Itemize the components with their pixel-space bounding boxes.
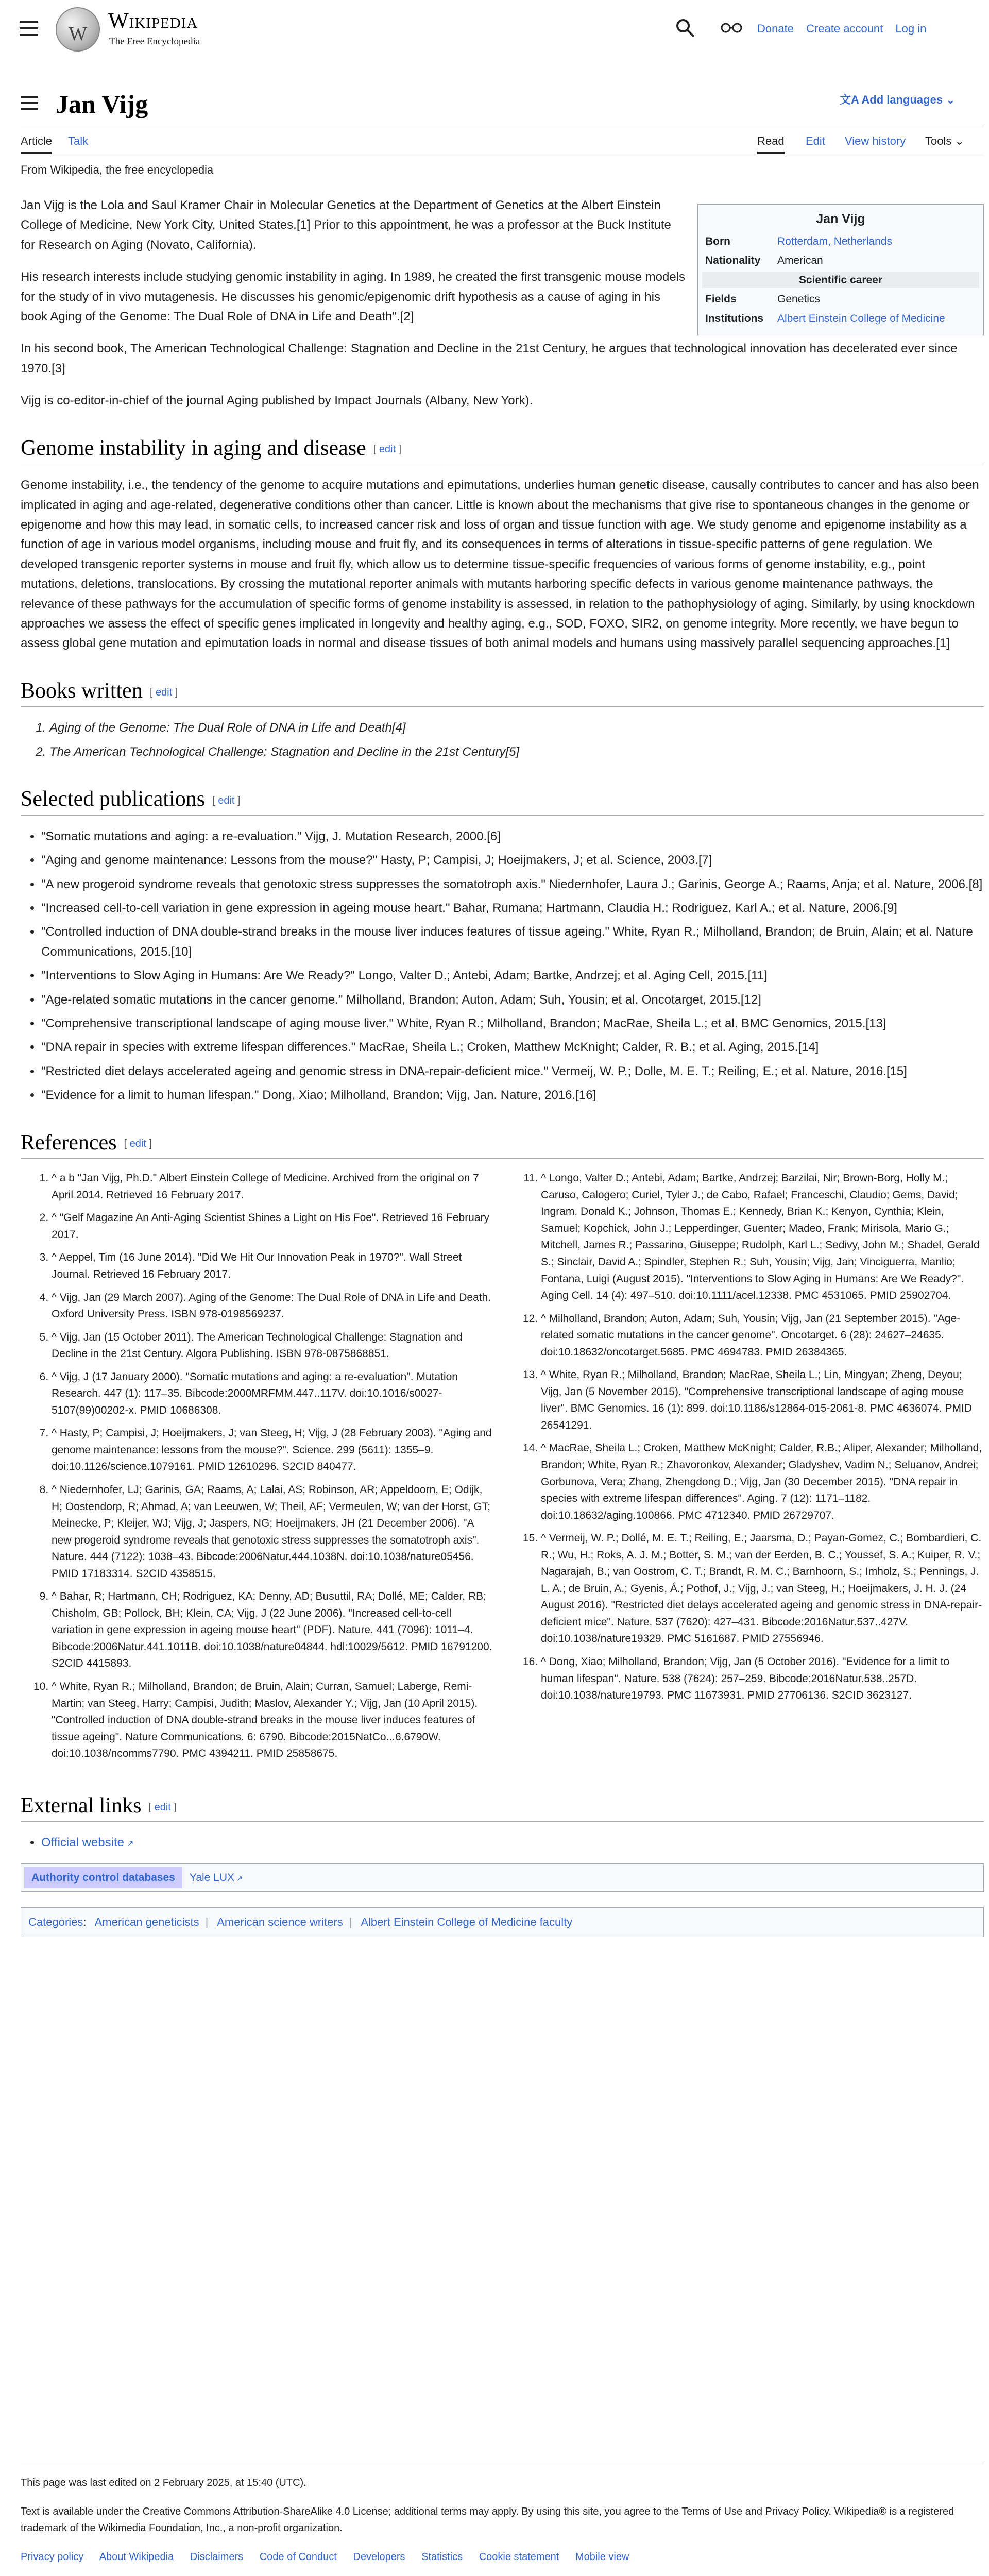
chevron-down-icon: ⌄: [951, 134, 964, 147]
intro-paragraph-4: Vijg is co-editor-in-chief of the journal Aging published by Impact Journals (Albany, New York).: [21, 394, 533, 408]
books-title: Books written: [21, 679, 143, 703]
infobox-nationality-value: American: [777, 255, 823, 266]
create-account-link[interactable]: Create account: [806, 22, 883, 35]
genome-paragraph: Genome instability, i.e., the tendency of the genome to acquire mutations and epimutations, underlies human genetic disease, causally contributes to cancer and has also been implicated in aging and age-related, degenerative conditions other than cancer. Little is known about the mechanisms that give rise to spontaneous changes in the genome or epigenome and how this may lead, in somatic cells, to increased cancer risk and loss of organ and tissue function with age. We study genome and epigenome instability as a function of age in various model organisms, including mouse and fruit fly, and its consequences in terms of alterations in tissue-specific patterns of gene regulation. We developed transgenic reporter systems in mouse and fruit fly, which allow us to determine tissue-specific frequencies of various forms of genome instability, e.g., point mutations, deletions, translocations. By crossing the mutational reporter animals with mutants harboring specific defects in various genome maintenance pathways, the relevance of these pathways for the accumulation of specific forms of genome instability is assessed, in relation to the pathophysiology of aging. Similarly, by using knockdown approaches we assess the effect of specific genes implicated in longevity and healthy aging, e.g., SOD, FOXO, SIR2, on genome integrity. More recently, we have begun to assess global gene mutation and epimutation loads in normal and disease tissues of both animal models and humans using massively parallel sequencing approaches.[1]: [21, 478, 979, 651]
reference-item: 5. ^ Vijg, Jan (15 October 2011). The American Technological Challenge: Stagnation and Decline in the 21st Century. Algora Publishing. ISBN 978-0875868851.: [52, 1329, 494, 1363]
logo-wordmark[interactable]: Wikipedia: [108, 9, 198, 33]
tab-view-history[interactable]: View history: [845, 134, 906, 147]
reference-item: 11. ^ Longo, Valter D.; Antebi, Adam; Bartke, Andrzej; Barzilai, Nir; Brown-Borg, Holly M.; Caruso, Calogero; Curiel, Tyler J.; de Cabo, Rafael; Franceschi, Claudio; Gems, David; Ingram, Donald K.; Johnson, Thomas E.; Kennedy, Brian K.; Kenyon, Cynthia; Klein, Samuel; Kopchick, John J.; Lepperdinger, Guenter; Madeo, Frank; Mirisola, Mario G.; Mitchell, James R.; Passarino, Giuseppe; Rudolph, Karl L.; Sedivy, John M.; Shadel, Gerald S.; Sinclair, David A.; Spindler, Stephen R.; Suh, Yousin; Vijg, Jan; Vinciguerra, Manlio; Fontana, Luigi (August 2015). "Interventions to Slow Aging in Humans: Are We Ready?". Aging Cell. 14 (4): 497–510. doi:10.1111/acel.12338. PMC 4531065. PMID 25902704.: [541, 1170, 984, 1304]
infobox-born-value[interactable]: Rotterdam, Netherlands: [777, 235, 892, 247]
list-item: 2. The American Technological Challenge: Stagnation and Decline in the 21st Century[5]: [49, 742, 984, 762]
references-list: [21, 1170, 984, 1769]
ext-title: External links: [21, 1793, 142, 1818]
list-item: • "Comprehensive transcriptional landscape of aging mouse liver." White, Ryan R.; Milholland, Brandon; MacRae, Sheila L.; et al. BMC Genomics, 2015.[13]: [41, 1014, 984, 1033]
infobox-career-header: Scientific career: [702, 272, 979, 289]
reference-item: 1. ^ a b "Jan Vijg, Ph.D." Albert Einstein College of Medicine. Archived from the original on 7 April 2014. Retrieved 16 February 2017.: [52, 1170, 494, 1204]
edit-section-link[interactable]: [ edit ]: [124, 1138, 152, 1150]
section-heading-external-links: [21, 1791, 984, 1822]
list-item: • "DNA repair in species with extreme lifespan differences." MacRae, Sheila L.; Croken, Matthew McKnight; Calder, R. B.; et al. Aging, 2015.[14]: [41, 1038, 984, 1057]
tab-talk[interactable]: Talk: [68, 134, 89, 147]
intro-paragraph-2: His research interests include studying genomic instability in aging. In 1989, he created the first transgenic mouse models for the study of in vivo mutagenesis. He discusses his genomic/epigenomic drift hypothesis as a cause of aging in his book Aging of the Genome: The Dual Role of DNA in Life and Death".[2]: [21, 270, 686, 324]
authority-control-label[interactable]: Authority control databases: [24, 1867, 182, 1889]
reference-item: 6. ^ Vijg, J (17 January 2000). "Somatic mutations and aging: a re-evaluation". Mutation Research. 447 (1): 117–35. Bibcode:2000MRFMM.447..117V. doi:10.1016/s0027-5107(99)00202-x. PMID 10686308.: [52, 1369, 494, 1419]
official-website-link[interactable]: Official website ↗: [41, 1836, 134, 1850]
categories-label[interactable]: Categories: [28, 1916, 83, 1929]
list-item: • "Evidence for a limit to human lifespan." Dong, Xiao; Milholland, Brandon; Vijg, Jan. Nature, 2016.[16]: [41, 1086, 984, 1105]
reference-item: 16. ^ Dong, Xiao; Milholland, Brandon; Vijg, Jan (5 October 2016). "Evidence for a limit to human lifespan". Nature. 538 (7624): 257–259. Bibcode:2016Natur.538..257D. doi:10.1038/nature19793. PMC 11673931. PMID 27706136. S2CID 3623127.: [541, 1654, 984, 1704]
yale-lux-link[interactable]: Yale LUX ↗: [190, 1869, 243, 1887]
edit-label[interactable]: edit: [218, 795, 235, 807]
tab-tools[interactable]: [925, 132, 964, 150]
edit-section-link[interactable]: [ edit ]: [212, 795, 241, 807]
page-tabs: [21, 129, 984, 155]
last-edited: This page was last edited on 2 February 2025, at 15:40 (UTC).: [21, 2477, 306, 2488]
footer-link[interactable]: Code of Conduct: [259, 2551, 337, 2563]
wikipedia-globe-icon[interactable]: [56, 7, 100, 52]
footer-link[interactable]: About Wikipedia: [99, 2551, 174, 2563]
translate-icon: 文A: [840, 93, 862, 106]
authority-control: [21, 1863, 984, 1892]
appearance-icon[interactable]: [720, 19, 743, 37]
footer-link[interactable]: Developers: [353, 2551, 405, 2563]
list-item: • "Somatic mutations and aging: a re-evaluation." Vijg, J. Mutation Research, 2000.[6]: [41, 827, 984, 846]
category-link[interactable]: American geneticists: [94, 1916, 199, 1929]
tab-edit[interactable]: Edit: [806, 134, 825, 147]
infobox-fields-value: Genetics: [777, 293, 820, 305]
site-subtitle: From Wikipedia, the free encyclopedia: [21, 163, 214, 176]
reference-item: 13. ^ White, Ryan R.; Milholland, Brandon; MacRae, Sheila L.; Lin, Mingyan; Zheng, Deyou; Vijg, Jan (5 November 2015). "Comprehensive transcriptional landscape of aging mouse liver". BMC Genomics. 16 (1): 899. doi:10.1186/s12864-015-2061-8. PMC 4636074. PMID 26541291.: [541, 1367, 984, 1434]
list-item: • "A new progeroid syndrome reveals that genotoxic stress suppresses the somatotroph axis." Niedernhofer, Laura J.; Garinis, George A.; Raams, Anja; et al. Nature, 2006.[8]: [41, 875, 984, 894]
log-in-link[interactable]: Log in: [895, 22, 927, 35]
logo-tagline: The Free Encyclopedia: [109, 36, 200, 47]
edit-label[interactable]: edit: [154, 1801, 171, 1813]
title-row: [0, 76, 989, 126]
intro-paragraph-1: Jan Vijg is the Lola and Saul Kramer Chair in Molecular Genetics at the Department of Genetics at the Albert Einstein College of Medicine, New York City, United States.[1] Prior to this appointment, he was a professor at the Buck Institute for Research on Aging (Novato, California).: [21, 198, 671, 252]
refs-title: References: [21, 1130, 117, 1155]
tab-article[interactable]: Article: [21, 132, 52, 154]
donate-link[interactable]: Donate: [757, 22, 794, 35]
tools-label: Tools: [925, 134, 952, 147]
reference-item: 7. ^ Hasty, P; Campisi, J; Hoeijmakers, J; van Steeg, H; Vijg, J (28 February 2003). "Aging and genome maintenance: lessons from the mouse?". Science. 299 (5611): 1355–9. doi:10.1126/science.1079161. PMID 12610296. S2CID 840477.: [52, 1425, 494, 1476]
edit-section-link[interactable]: [ edit ]: [149, 686, 178, 698]
list-item: • "Interventions to Slow Aging in Humans: Are We Ready?" Longo, Valter D.; Antebi, Adam; Bartke, Andrzej; et al. Aging Cell, 2015.[11]: [41, 966, 984, 986]
pubs-title: Selected publications: [21, 787, 206, 811]
books-list: [49, 718, 984, 762]
infobox-born-label: Born: [705, 235, 730, 247]
infobox-nationality-label: Nationality: [705, 255, 761, 266]
reference-item: 10. ^ White, Ryan R.; Milholland, Brandon; de Bruin, Alain; Curran, Samuel; Laberge, Remi-Martin; van Steeg, Harry; Campisi, Judith; Maslov, Alexander Y.; Vijg, Jan (10 April 2015). "Controlled induction of DNA double-strand breaks in the mouse liver induces features of tissue ageing". Nature Communications. 6: 6790. Bibcode:2015NatCo...6.6790W. doi:10.1038/ncomms7790. PMC 4394211. PMID 25858675.: [52, 1679, 494, 1762]
list-item: • "Increased cell-to-cell variation in gene expression in ageing mouse heart." Bahar, Rumana; Hartmann, Claudia H.; Rodriguez, Karl A.; et al. Nature, 2006.[9]: [41, 899, 984, 918]
main-menu-icon[interactable]: [20, 21, 38, 36]
edit-label[interactable]: edit: [379, 444, 396, 455]
chevron-down-icon: ⌄: [943, 93, 956, 106]
reference-item: 9. ^ Bahar, R; Hartmann, CH; Rodriguez, KA; Denny, AD; Busuttil, RA; Dollé, ME; Calder, RB; Chisholm, GB; Pollock, BH; Klein, CA; Vijg, J (22 June 2006). "Increased cell-to-cell variation in gene expression in ageing mouse heart" (PDF). Nature. 441 (7096): 1011–4. Bibcode:2006Natur.441.1011B. doi:10.1038/nature04844. hdl:10029/5612. PMID 16791200. S2CID 4415893.: [52, 1588, 494, 1672]
infobox-fields-label: Fields: [705, 293, 737, 305]
list-item: • "Controlled induction of DNA double-strand breaks in the mouse liver induces features of tissue ageing." White, Ryan R.; Milholland, Brandon; de Bruin, Alain; et al. Nature Communications, 2015.[10]: [41, 922, 984, 962]
infobox-title: Jan Vijg: [816, 212, 865, 226]
external-links-list: [41, 1833, 984, 1853]
reference-item: 14. ^ MacRae, Sheila L.; Croken, Matthew McKnight; Calder, R.B.; Aliper, Alexander; Milholland, Brandon; White, Ryan R.; Zhavoronkov, Alexander; Gladyshev, Vadim N.; Seluanov, Andrei; Gorbunova, Vera; Zhang, Zhengdong D.; Vijg, Jan (30 December 2015). "DNA repair in species with extreme lifespan differences". Aging. 7 (12): 1171–1182. doi:10.18632/aging.100866. PMC 4712340. PMID 26729707.: [541, 1440, 984, 1524]
article-content: [21, 196, 984, 1937]
section-heading-references: [21, 1128, 984, 1159]
search-icon[interactable]: [675, 18, 695, 38]
section-heading-publications: [21, 785, 984, 816]
footer-link[interactable]: Statistics: [421, 2551, 463, 2563]
list-item: • "Aging and genome maintenance: Lessons from the mouse?" Hasty, P; Campisi, J; Hoeijmakers, J; et al. Science, 2003.[7]: [41, 851, 984, 870]
edit-label[interactable]: edit: [155, 686, 173, 698]
toc-icon[interactable]: [21, 96, 38, 110]
category-link[interactable]: Albert Einstein College of Medicine faculty: [361, 1916, 573, 1929]
tab-read[interactable]: Read: [757, 132, 785, 154]
license-text: Text is available under the Creative Commons Attribution-ShareAlike 4.0 License; additional terms may apply. By using this site, you agree to the Terms of Use and Privacy Policy. Wikipedia® is a registered trademark of the Wikimedia Foundation, Inc., a non-profit organization.: [21, 2506, 954, 2534]
page-title: Jan Vijg: [56, 90, 148, 118]
top-bar: [0, 0, 989, 57]
footer-links: [21, 2549, 984, 2565]
reference-item: 2. ^ "Gelf Magazine An Anti-Aging Scientist Shines a Light on His Foe". Retrieved 16 February 2017.: [52, 1210, 494, 1243]
footer-link[interactable]: Privacy policy: [21, 2551, 84, 2563]
edit-label[interactable]: edit: [129, 1138, 146, 1150]
add-languages-button[interactable]: [840, 91, 956, 109]
reference-item: 8. ^ Niedernhofer, LJ; Garinis, GA; Raams, A; Lalai, AS; Robinson, AR; Appeldoorn, E; Odijk, H; Oostendorp, R; Ahmad, A; van Leeuwen, W; Theil, AF; Vermeulen, W; van der Horst, GT; Meinecke, P; Kleijer, WJ; Vijg, J; Jaspers, NG; Hoeijmakers, JH (21 December 2006). "A new progeroid syndrome reveals that genotoxic stress suppresses the somatotroph axis". Nature. 444 (7122): 1038–43. Bibcode:2006Natur.444.1038N. doi:10.1038/nature05456. PMID 17183314. S2CID 4358515.: [52, 1482, 494, 1582]
list-item: • "Age-related somatic mutations in the cancer genome." Milholland, Brandon; Auton, Adam; Suh, Yousin; et al. Oncotarget, 2015.[12]: [41, 990, 984, 1010]
section-heading-books: [21, 676, 984, 707]
reference-item: 15. ^ Vermeij, W. P.; Dollé, M. E. T.; Reiling, E.; Jaarsma, D.; Payan-Gomez, C.; Bombardieri, C. R.; Wu, H.; Roks, A. J. M.; Botter, S. M.; van der Eerden, B. C.; Youssef, S. A.; Kuiper, R. V.; Nagarajah, B.; van Oostrom, C. T.; Brandt, R. M. C.; Barnhoorn, S.; Imholz, S.; Pennings, J. L. A.; de Bruin, A.; Gyenis, Á.; Pothof, J.; Vijg, J.; van Steeg, H.; Hoeijmakers, J. H. J. (24 August 2016). "Restricted diet delays accelerated ageing and genomic stress in DNA-repair-deficient mice". Nature. 537 (7620): 427–431. Bibcode:2016Natur.537..427V. doi:10.1038/nature19329. PMC 5161687. PMID 27556946.: [541, 1530, 984, 1648]
infobox-institutions-value[interactable]: Albert Einstein College of Medicine: [777, 312, 945, 325]
section-heading-genome: [21, 434, 984, 465]
footer: [21, 2463, 984, 2565]
reference-item: 4. ^ Vijg, Jan (29 March 2007). Aging of the Genome: The Dual Role of DNA in Life and Death. Oxford University Press. ISBN 978-0198569237.: [52, 1290, 494, 1323]
publications-list: [41, 827, 984, 1106]
reference-item: 12. ^ Milholland, Brandon; Auton, Adam; Suh, Yousin; Vijg, Jan (21 September 2015). "Age-related somatic mutations in the cancer genome". Oncotarget. 6 (28): 24627–24635. doi:10.18632/oncotarget.5685. PMC 4694783. PMID 26384365.: [541, 1311, 984, 1361]
list-item: 1. Aging of the Genome: The Dual Role of DNA in Life and Death[4]: [49, 718, 984, 738]
list-item: • "Restricted diet delays accelerated ageing and genomic stress in DNA-repair-deficient mice." Vermeij, W. P.; Dolle, M. E. T.; Reiling, E.; et al. Nature, 2016.[15]: [41, 1062, 984, 1081]
category-link[interactable]: American science writers: [217, 1916, 343, 1929]
footer-link[interactable]: Cookie statement: [479, 2551, 559, 2563]
edit-section-link[interactable]: [ edit ]: [373, 444, 402, 455]
reference-item: 3. ^ Aeppel, Tim (16 June 2014). "Did We Hit Our Innovation Peak in 1970?". Wall Street Journal. Retrieved 16 February 2017.: [52, 1249, 494, 1283]
infobox-institutions-label: Institutions: [705, 312, 764, 325]
edit-section-link[interactable]: [ edit ]: [148, 1801, 177, 1813]
add-languages-label: Add languages: [861, 93, 943, 106]
genome-title: Genome instability in aging and disease: [21, 436, 366, 460]
footer-link[interactable]: Disclaimers: [190, 2551, 244, 2563]
categories-box: Categories: American geneticists | American science writers | Albert Einstein College of Medicine faculty: [21, 1907, 984, 1937]
intro-paragraph-3: In his second book, The American Technological Challenge: Stagnation and Decline in the 21st Century, he argues that technological innovation has decelerated ever since 1970.[3]: [21, 342, 958, 376]
footer-link[interactable]: Mobile view: [575, 2551, 629, 2563]
